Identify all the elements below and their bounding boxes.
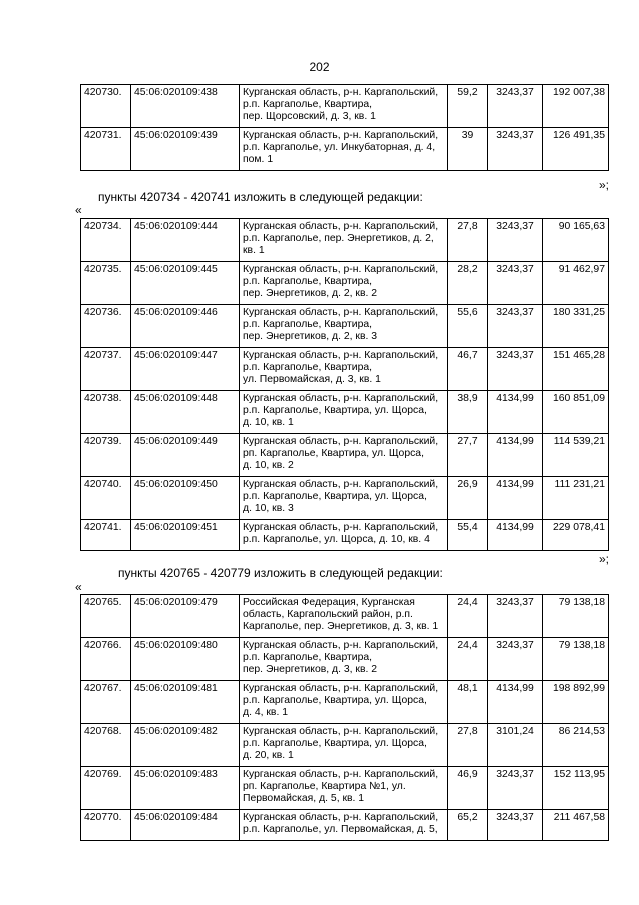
rate-cell: 3243,37 <box>488 348 543 391</box>
table-row <box>81 595 609 638</box>
rate-cell: 4134,99 <box>488 681 543 724</box>
table-row <box>81 434 609 477</box>
cadastral-value-cell: 160 851,09 <box>543 391 609 434</box>
address-cell <box>240 128 448 171</box>
rate-cell: 3243,37 <box>488 219 543 262</box>
cadastral-number-cell: 45:06:020109:482 <box>131 724 240 767</box>
address-line: р.п. Каргаполье, Квартира, <box>243 276 373 287</box>
address-line: Курганская область, р-н. Каргапольский, <box>243 221 439 232</box>
cadastral-value-cell: 151 465,28 <box>543 348 609 391</box>
item-number-cell: 420739. <box>81 434 131 477</box>
item-number-cell: 420740. <box>81 477 131 520</box>
rate-cell: 4134,99 <box>488 520 543 551</box>
rate-cell: 4134,99 <box>488 391 543 434</box>
cadastral-value-cell: 79 138,18 <box>543 638 609 681</box>
address-cell <box>240 219 448 262</box>
cadastral-number-cell: 45:06:020109:439 <box>131 128 240 171</box>
address-line: Курганская область, р-н. Каргапольский, <box>243 264 439 275</box>
address-line: р.п. Каргаполье, ул. Щорса, д. 10, кв. 4 <box>243 534 430 545</box>
address-line: д. 10, кв. 3 <box>243 503 294 514</box>
address-line: Курганская область, р-н. Каргапольский, <box>243 436 439 447</box>
item-number-cell: 420770. <box>81 810 131 841</box>
item-number-cell: 420734. <box>81 219 131 262</box>
rate-cell: 4134,99 <box>488 477 543 520</box>
cadastral-number-cell: 45:06:020109:484 <box>131 810 240 841</box>
address-line: д. 10, кв. 1 <box>243 417 294 428</box>
address-cell <box>240 477 448 520</box>
address-cell <box>240 520 448 551</box>
item-number-cell: 420737. <box>81 348 131 391</box>
address-line: р.п. Каргаполье, Квартира, <box>243 319 373 330</box>
address-line: пер. Энергетиков, д. 2, кв. 3 <box>243 331 378 342</box>
rate-cell: 3243,37 <box>488 85 543 128</box>
rate-cell: 3243,37 <box>488 262 543 305</box>
cadastral-value-cell: 211 467,58 <box>543 810 609 841</box>
address-line: Курганская область, р-н. Каргапольский, <box>243 87 439 98</box>
cadastral-number-cell: 45:06:020109:479 <box>131 595 240 638</box>
cadastral-value-cell: 152 113,95 <box>543 767 609 810</box>
address-line: пом. 1 <box>243 154 274 165</box>
address-line: рп. Каргаполье, Квартира, ул. Щорса, <box>243 448 424 459</box>
rate-cell: 4134,99 <box>488 434 543 477</box>
cadastral-number-cell: 45:06:020109:449 <box>131 434 240 477</box>
rate-cell: 3243,37 <box>488 305 543 348</box>
cadastral-number-cell: 45:06:020109:481 <box>131 681 240 724</box>
area-cell: 27,8 <box>448 724 488 767</box>
area-cell: 27,7 <box>448 434 488 477</box>
cadastral-number-cell: 45:06:020109:438 <box>131 85 240 128</box>
address-line: р.п. Каргаполье, Квартира, ул. Щорса, <box>243 738 427 749</box>
address-line: Первомайская, д. 5, кв. 1 <box>243 793 365 804</box>
address-cell <box>240 681 448 724</box>
closing-quote: »; <box>598 178 609 192</box>
address-line: ул. Первомайская, д. 3, кв. 1 <box>243 374 381 385</box>
address-line: пер. Щорсовский, д. 3, кв. 1 <box>243 111 376 122</box>
address-line: р.п. Каргаполье, Квартира, ул. Щорса, <box>243 405 427 416</box>
cadastral-value-cell: 229 078,41 <box>543 520 609 551</box>
closing-quote: »; <box>598 552 609 566</box>
rate-cell: 3243,37 <box>488 128 543 171</box>
address-cell <box>240 348 448 391</box>
address-line: пер. Энергетиков, д. 3, кв. 2 <box>243 664 378 675</box>
area-cell: 46,9 <box>448 767 488 810</box>
table-row <box>81 520 609 551</box>
table-row <box>81 638 609 681</box>
item-number-cell: 420767. <box>81 681 131 724</box>
cadastral-number-cell: 45:06:020109:447 <box>131 348 240 391</box>
cadastral-value-cell: 91 462,97 <box>543 262 609 305</box>
table-row <box>81 681 609 724</box>
table-row <box>81 305 609 348</box>
item-number-cell: 420768. <box>81 724 131 767</box>
address-cell <box>240 638 448 681</box>
area-cell: 24,4 <box>448 595 488 638</box>
address-line: Курганская область, р-н. Каргапольский, <box>243 769 439 780</box>
cadastral-number-cell: 45:06:020109:450 <box>131 477 240 520</box>
address-line: р.п. Каргаполье, Квартира, <box>243 99 373 110</box>
table-row <box>81 262 609 305</box>
address-line: д. 20, кв. 1 <box>243 750 294 761</box>
rate-cell: 3243,37 <box>488 638 543 681</box>
cadastral-number-cell: 45:06:020109:448 <box>131 391 240 434</box>
rate-cell: 3243,37 <box>488 810 543 841</box>
address-line: р.п. Каргаполье, Квартира, <box>243 362 373 373</box>
address-cell <box>240 434 448 477</box>
property-table-1 <box>80 84 609 171</box>
address-line: д. 10, кв. 2 <box>243 460 294 471</box>
amendment-instruction: пункты 420765 - 420779 изложить в следующей редакции: <box>118 566 443 580</box>
address-line: Курганская область, р-н. Каргапольский, <box>243 479 439 490</box>
address-line: область, Каргапольский район, р.п. <box>243 609 413 620</box>
table-row <box>81 767 609 810</box>
area-cell: 39 <box>448 128 488 171</box>
table-row <box>81 85 609 128</box>
address-line: р.п. Каргаполье, пер. Энергетиков, д. 2, <box>243 233 434 244</box>
cadastral-value-cell: 86 214,53 <box>543 724 609 767</box>
address-line: Курганская область, р-н. Каргапольский, <box>243 726 439 737</box>
table-row <box>81 391 609 434</box>
address-line: р.п. Каргаполье, Квартира, ул. Щорса, <box>243 491 427 502</box>
item-number-cell: 420769. <box>81 767 131 810</box>
address-line: Курганская область, р-н. Каргапольский, <box>243 812 439 823</box>
cadastral-value-cell: 126 491,35 <box>543 128 609 171</box>
opening-quote: « <box>75 580 82 594</box>
table-row <box>81 724 609 767</box>
opening-quote: « <box>75 203 82 217</box>
table-row <box>81 810 609 841</box>
address-line: Курганская область, р-н. Каргапольский, <box>243 393 439 404</box>
area-cell: 28,2 <box>448 262 488 305</box>
cadastral-number-cell: 45:06:020109:483 <box>131 767 240 810</box>
rate-cell: 3243,37 <box>488 595 543 638</box>
cadastral-value-cell: 111 231,21 <box>543 477 609 520</box>
item-number-cell: 420741. <box>81 520 131 551</box>
address-line: Курганская область, р-н. Каргапольский, <box>243 307 439 318</box>
address-cell <box>240 810 448 841</box>
cadastral-value-cell: 198 892,99 <box>543 681 609 724</box>
area-cell: 24,4 <box>448 638 488 681</box>
item-number-cell: 420730. <box>81 85 131 128</box>
area-cell: 55,4 <box>448 520 488 551</box>
address-line: Российская Федерация, Курганская <box>243 597 415 608</box>
item-number-cell: 420731. <box>81 128 131 171</box>
address-line: Курганская область, р-н. Каргапольский, <box>243 130 439 141</box>
area-cell: 26,9 <box>448 477 488 520</box>
address-line: Курганская область, р-н. Каргапольский, <box>243 350 439 361</box>
address-cell <box>240 262 448 305</box>
table-row <box>81 128 609 171</box>
table-row <box>81 477 609 520</box>
address-cell <box>240 305 448 348</box>
area-cell: 65,2 <box>448 810 488 841</box>
area-cell: 48,1 <box>448 681 488 724</box>
area-cell: 55,6 <box>448 305 488 348</box>
rate-cell: 3243,37 <box>488 767 543 810</box>
address-line: пер. Энергетиков, д. 2, кв. 2 <box>243 288 378 299</box>
cadastral-number-cell: 45:06:020109:451 <box>131 520 240 551</box>
cadastral-number-cell: 45:06:020109:444 <box>131 219 240 262</box>
table-row <box>81 348 609 391</box>
address-line: д. 4, кв. 1 <box>243 707 289 718</box>
area-cell: 46,7 <box>448 348 488 391</box>
address-line: р.п. Каргаполье, Квартира, ул. Щорса, <box>243 695 427 706</box>
address-cell <box>240 767 448 810</box>
rate-cell: 3101,24 <box>488 724 543 767</box>
cadastral-number-cell: 45:06:020109:446 <box>131 305 240 348</box>
property-table-2 <box>80 218 609 551</box>
cadastral-value-cell: 90 165,63 <box>543 219 609 262</box>
area-cell: 27,8 <box>448 219 488 262</box>
address-line: р.п. Каргаполье, Квартира, <box>243 652 373 663</box>
cadastral-value-cell: 180 331,25 <box>543 305 609 348</box>
item-number-cell: 420738. <box>81 391 131 434</box>
property-table-3 <box>80 594 609 841</box>
area-cell: 59,2 <box>448 85 488 128</box>
address-line: Курганская область, р-н. Каргапольский, <box>243 522 439 533</box>
cadastral-value-cell: 79 138,18 <box>543 595 609 638</box>
item-number-cell: 420736. <box>81 305 131 348</box>
page-number: 202 <box>309 60 330 74</box>
cadastral-value-cell: 114 539,21 <box>543 434 609 477</box>
table-row <box>81 219 609 262</box>
address-line: р.п. Каргаполье, ул. Первомайская, д. 5, <box>243 824 438 835</box>
address-line: Каргаполье, пер. Энергетиков, д. 3, кв. 1 <box>243 621 439 632</box>
cadastral-value-cell: 192 007,38 <box>543 85 609 128</box>
area-cell: 38,9 <box>448 391 488 434</box>
address-cell <box>240 724 448 767</box>
address-cell <box>240 85 448 128</box>
address-line: кв. 1 <box>243 245 265 256</box>
address-cell <box>240 595 448 638</box>
amendment-instruction: пункты 420734 - 420741 изложить в следующей редакции: <box>98 190 423 204</box>
address-line: рп. Каргаполье, Квартира №1, ул. <box>243 781 406 792</box>
item-number-cell: 420735. <box>81 262 131 305</box>
address-line: р.п. Каргаполье, ул. Инкубаторная, д. 4, <box>243 142 436 153</box>
cadastral-number-cell: 45:06:020109:480 <box>131 638 240 681</box>
address-line: Курганская область, р-н. Каргапольский, <box>243 683 439 694</box>
item-number-cell: 420766. <box>81 638 131 681</box>
cadastral-number-cell: 45:06:020109:445 <box>131 262 240 305</box>
item-number-cell: 420765. <box>81 595 131 638</box>
address-cell <box>240 391 448 434</box>
address-line: Курганская область, р-н. Каргапольский, <box>243 640 439 651</box>
